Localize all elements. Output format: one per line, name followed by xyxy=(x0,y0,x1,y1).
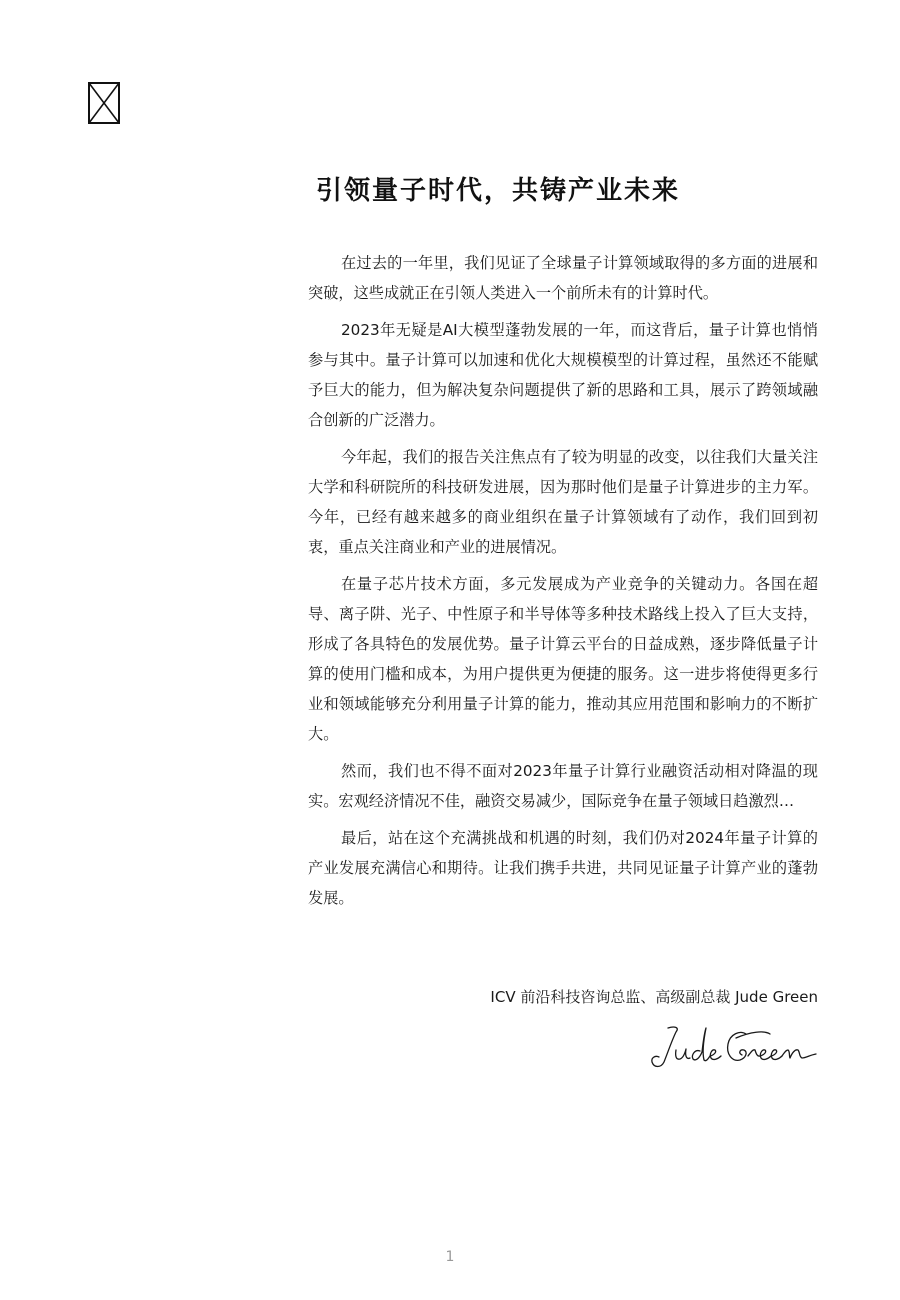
image-placeholder-icon xyxy=(88,82,120,124)
paragraph-2: 2023年无疑是AI大模型蓬勃发展的一年，而这背后，量子计算也悄悄参与其中。量子计算可以加速和优化大规模模型的计算过程，虽然还不能赋予巨大的能力，但为解决复杂问题提供了新的思路和工具，展示了跨领域融合创新的广泛潜力。 xyxy=(308,321,818,429)
paragraph-3: 今年起，我们的报告关注焦点有了较为明显的改变，以往我们大量关注大学和科研院所的科技研发进展，因为那时他们是量子计算进步的主力军。今年，已经有越来越多的商业组织在量子计算领域有了动作，我们回到初衷，重点关注商业和产业的进展情况。 xyxy=(308,448,818,556)
handwritten-signature xyxy=(640,1022,822,1074)
paragraph-1: 在过去的一年里，我们见证了全球量子计算领域取得的多方面的进展和突破，这些成就正在引领人类进入一个前所未有的计算时代。 xyxy=(308,254,818,302)
page-number: 1 xyxy=(445,1249,455,1265)
author-attribution: ICV 前沿科技咨询总监、高级副总裁 Jude Green xyxy=(490,988,818,1006)
paragraph-6: 最后，站在这个充满挑战和机遇的时刻，我们仍对2024年量子计算的产业发展充满信心和期待。让我们携手共进，共同见证量子计算产业的蓬勃发展。 xyxy=(308,829,818,907)
body-text xyxy=(308,248,818,920)
paragraph-4: 在量子芯片技术方面，多元发展成为产业竞争的关键动力。各国在超导、离子阱、光子、中性原子和半导体等多种技术路线上投入了巨大支持，形成了各具特色的发展优势。量子计算云平台的日益成熟，逐步降低量子计算的使用门槛和成本，为用户提供更为便捷的服务。这一进步将使得更多行业和领域能够充分利用量子计算的能力，推动其应用范围和影响力的不断扩大。 xyxy=(308,575,818,743)
paragraph-5: 然而，我们也不得不面对2023年量子计算行业融资活动相对降温的现实。宏观经济情况不佳，融资交易减少，国际竞争在量子领域日趋激烈… xyxy=(308,762,818,810)
page-title: 引领量子时代，共铸产业未来 xyxy=(316,176,681,206)
